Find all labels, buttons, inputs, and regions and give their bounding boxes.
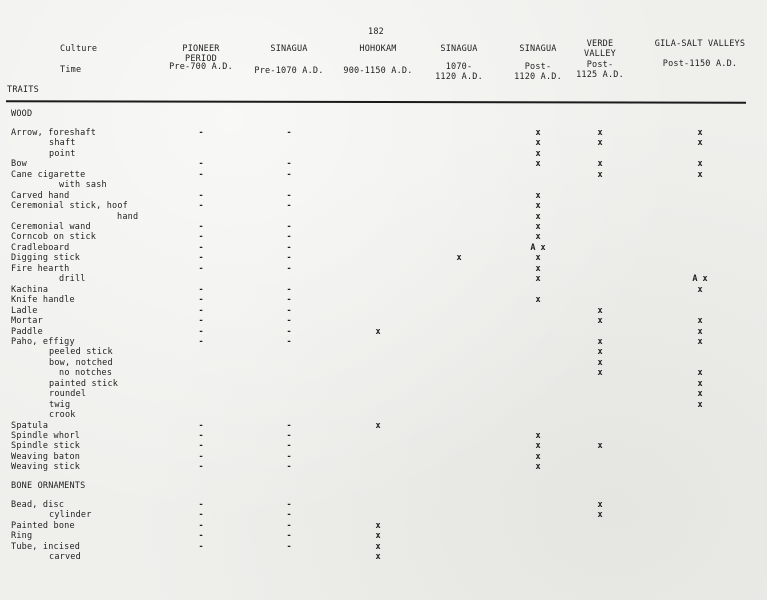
- presence-mark: x: [535, 222, 541, 232]
- trait-label: hand: [117, 212, 139, 222]
- presence-dash: -: [286, 243, 292, 253]
- presence-mark: x: [535, 274, 541, 284]
- presence-dash: -: [286, 222, 292, 232]
- traits-label: TRAITS: [7, 85, 39, 95]
- presence-mark: x: [597, 368, 603, 378]
- trait-label: roundel: [49, 389, 87, 399]
- presence-mark: x: [535, 191, 541, 201]
- culture-label: Culture: [60, 44, 98, 54]
- presence-dash: -: [198, 421, 204, 431]
- trait-label: Arrow, foreshaft: [11, 128, 97, 138]
- presence-mark: x: [597, 358, 603, 368]
- presence-mark: x: [597, 159, 603, 169]
- column-time-2: Pre-1070 A.D.: [254, 66, 324, 76]
- presence-dash: -: [286, 159, 292, 169]
- presence-mark: x: [697, 285, 703, 295]
- presence-mark: x: [597, 128, 603, 138]
- trait-label: Knife handle: [11, 295, 75, 305]
- time-label: Time: [60, 65, 82, 75]
- column-time-3: 900-1150 A.D.: [343, 66, 413, 76]
- presence-dash: -: [198, 159, 204, 169]
- page-number: 182: [368, 27, 384, 37]
- presence-mark: x: [535, 462, 541, 472]
- presence-dash: -: [198, 510, 204, 520]
- presence-dash: -: [286, 431, 292, 441]
- trait-label: Mortar: [11, 316, 43, 326]
- presence-dash: -: [286, 327, 292, 337]
- column-culture-5: SINAGUA: [519, 44, 557, 54]
- trait-label: Ceremonial wand: [11, 222, 91, 232]
- presence-dash: -: [286, 128, 292, 138]
- column-time-1: Pre-700 A.D.: [169, 62, 233, 72]
- presence-mark: x: [535, 264, 541, 274]
- column-culture-3: HOHOKAM: [359, 44, 397, 54]
- presence-mark: x: [697, 128, 703, 138]
- presence-mark: x: [597, 316, 603, 326]
- presence-dash: -: [286, 510, 292, 520]
- trait-label: Tube, incised: [11, 542, 81, 552]
- presence-dash: -: [286, 452, 292, 462]
- presence-dash: -: [286, 337, 292, 347]
- presence-mark: x: [697, 170, 703, 180]
- presence-dash: -: [198, 542, 204, 552]
- trait-label: Paho, effigy: [11, 337, 75, 347]
- presence-mark: A x: [692, 274, 708, 284]
- presence-dash: -: [286, 306, 292, 316]
- trait-label: Weaving baton: [11, 452, 81, 462]
- presence-mark: x: [375, 327, 381, 337]
- presence-mark: x: [597, 347, 603, 357]
- trait-label: Ring: [11, 531, 33, 541]
- presence-mark: x: [697, 337, 703, 347]
- presence-mark: x: [535, 452, 541, 462]
- trait-label: Kachina: [11, 285, 49, 295]
- presence-dash: -: [198, 531, 204, 541]
- presence-dash: -: [198, 462, 204, 472]
- presence-mark: x: [597, 441, 603, 451]
- presence-mark: x: [535, 212, 541, 222]
- presence-mark: x: [535, 138, 541, 148]
- presence-dash: -: [198, 222, 204, 232]
- presence-mark: A x: [530, 243, 546, 253]
- trait-label: Painted bone: [11, 521, 75, 531]
- presence-dash: -: [286, 521, 292, 531]
- trait-label: Spatula: [11, 421, 49, 431]
- presence-mark: x: [597, 138, 603, 148]
- presence-mark: x: [597, 170, 603, 180]
- presence-dash: -: [286, 170, 292, 180]
- presence-mark: x: [535, 232, 541, 242]
- presence-dash: -: [198, 452, 204, 462]
- trait-label: peeled stick: [49, 347, 113, 357]
- presence-mark: x: [375, 521, 381, 531]
- presence-dash: -: [198, 327, 204, 337]
- column-culture-4: SINAGUA: [440, 44, 478, 54]
- trait-label: Paddle: [11, 327, 43, 337]
- presence-mark: x: [697, 316, 703, 326]
- header-rule: [6, 100, 746, 104]
- trait-label: point: [49, 149, 76, 159]
- trait-label: Carved hand: [11, 191, 70, 201]
- presence-mark: x: [697, 368, 703, 378]
- presence-dash: -: [286, 462, 292, 472]
- trait-label: cylinder: [49, 510, 92, 520]
- presence-dash: -: [198, 201, 204, 211]
- presence-dash: -: [198, 500, 204, 510]
- presence-dash: -: [198, 521, 204, 531]
- presence-mark: x: [697, 327, 703, 337]
- column-time-5: Post- 1120 A.D.: [514, 62, 562, 82]
- presence-mark: x: [597, 337, 603, 347]
- presence-dash: -: [198, 285, 204, 295]
- presence-dash: -: [286, 316, 292, 326]
- trait-label: Ladle: [11, 306, 38, 316]
- presence-mark: x: [375, 552, 381, 562]
- presence-mark: x: [535, 253, 541, 263]
- presence-dash: -: [286, 441, 292, 451]
- presence-mark: x: [697, 138, 703, 148]
- presence-dash: -: [198, 243, 204, 253]
- presence-dash: -: [198, 295, 204, 305]
- presence-dash: -: [198, 431, 204, 441]
- presence-dash: -: [286, 531, 292, 541]
- presence-mark: x: [535, 128, 541, 138]
- trait-label: with sash: [59, 180, 107, 190]
- presence-mark: x: [375, 542, 381, 552]
- trait-label: crook: [49, 410, 76, 420]
- trait-label: Fire hearth: [11, 264, 70, 274]
- presence-dash: -: [198, 264, 204, 274]
- presence-dash: -: [286, 285, 292, 295]
- presence-dash: -: [198, 316, 204, 326]
- trait-label: Bow: [11, 159, 27, 169]
- presence-mark: x: [535, 441, 541, 451]
- presence-dash: -: [198, 170, 204, 180]
- column-culture-2: SINAGUA: [270, 44, 308, 54]
- presence-mark: x: [597, 306, 603, 316]
- presence-dash: -: [286, 542, 292, 552]
- presence-mark: x: [535, 201, 541, 211]
- presence-dash: -: [286, 264, 292, 274]
- presence-mark: x: [697, 379, 703, 389]
- presence-dash: -: [286, 295, 292, 305]
- presence-dash: -: [286, 421, 292, 431]
- trait-label: Digging stick: [11, 253, 81, 263]
- column-time-7: Post-1150 A.D.: [662, 59, 738, 69]
- column-culture-7: GILA-SALT VALLEYS: [654, 39, 746, 49]
- presence-mark: x: [535, 149, 541, 159]
- presence-dash: -: [286, 232, 292, 242]
- presence-dash: -: [198, 191, 204, 201]
- trait-label: Cradleboard: [11, 243, 70, 253]
- trait-label: twig: [49, 400, 71, 410]
- trait-label: Corncob on stick: [11, 232, 97, 242]
- presence-dash: -: [286, 191, 292, 201]
- column-culture-1: PIONEER PERIOD: [182, 44, 220, 64]
- column-culture-6: VERDE VALLEY: [584, 39, 616, 59]
- presence-mark: x: [456, 253, 462, 263]
- presence-dash: -: [286, 500, 292, 510]
- presence-dash: -: [198, 253, 204, 263]
- column-time-4: 1070- 1120 A.D.: [435, 62, 483, 82]
- presence-mark: x: [697, 159, 703, 169]
- presence-dash: -: [286, 201, 292, 211]
- presence-mark: x: [597, 510, 603, 520]
- trait-label: Weaving stick: [11, 462, 81, 472]
- trait-label: shaft: [49, 138, 76, 148]
- section-title: BONE ORNAMENTS: [11, 481, 86, 491]
- presence-mark: x: [535, 159, 541, 169]
- presence-mark: x: [375, 421, 381, 431]
- trait-label: Spindle whorl: [11, 431, 81, 441]
- trait-label: painted stick: [49, 379, 119, 389]
- presence-mark: x: [375, 531, 381, 541]
- trait-label: Bead, disc: [11, 500, 65, 510]
- trait-label: carved: [49, 552, 81, 562]
- presence-mark: x: [597, 500, 603, 510]
- presence-dash: -: [198, 337, 204, 347]
- trait-label: drill: [59, 274, 86, 284]
- presence-mark: x: [535, 295, 541, 305]
- section-title: WOOD: [11, 109, 33, 119]
- presence-dash: -: [286, 253, 292, 263]
- column-time-6: Post- 1125 A.D.: [576, 60, 624, 80]
- trait-label: Cane cigarette: [11, 170, 86, 180]
- presence-dash: -: [198, 128, 204, 138]
- trait-label: Spindle stick: [11, 441, 81, 451]
- trait-label: no notches: [59, 368, 113, 378]
- presence-dash: -: [198, 441, 204, 451]
- presence-mark: x: [535, 431, 541, 441]
- trait-label: Ceremonial stick, hoof: [11, 201, 128, 211]
- presence-dash: -: [198, 232, 204, 242]
- presence-mark: x: [697, 400, 703, 410]
- presence-mark: x: [697, 389, 703, 399]
- presence-dash: -: [198, 306, 204, 316]
- trait-label: bow, notched: [49, 358, 113, 368]
